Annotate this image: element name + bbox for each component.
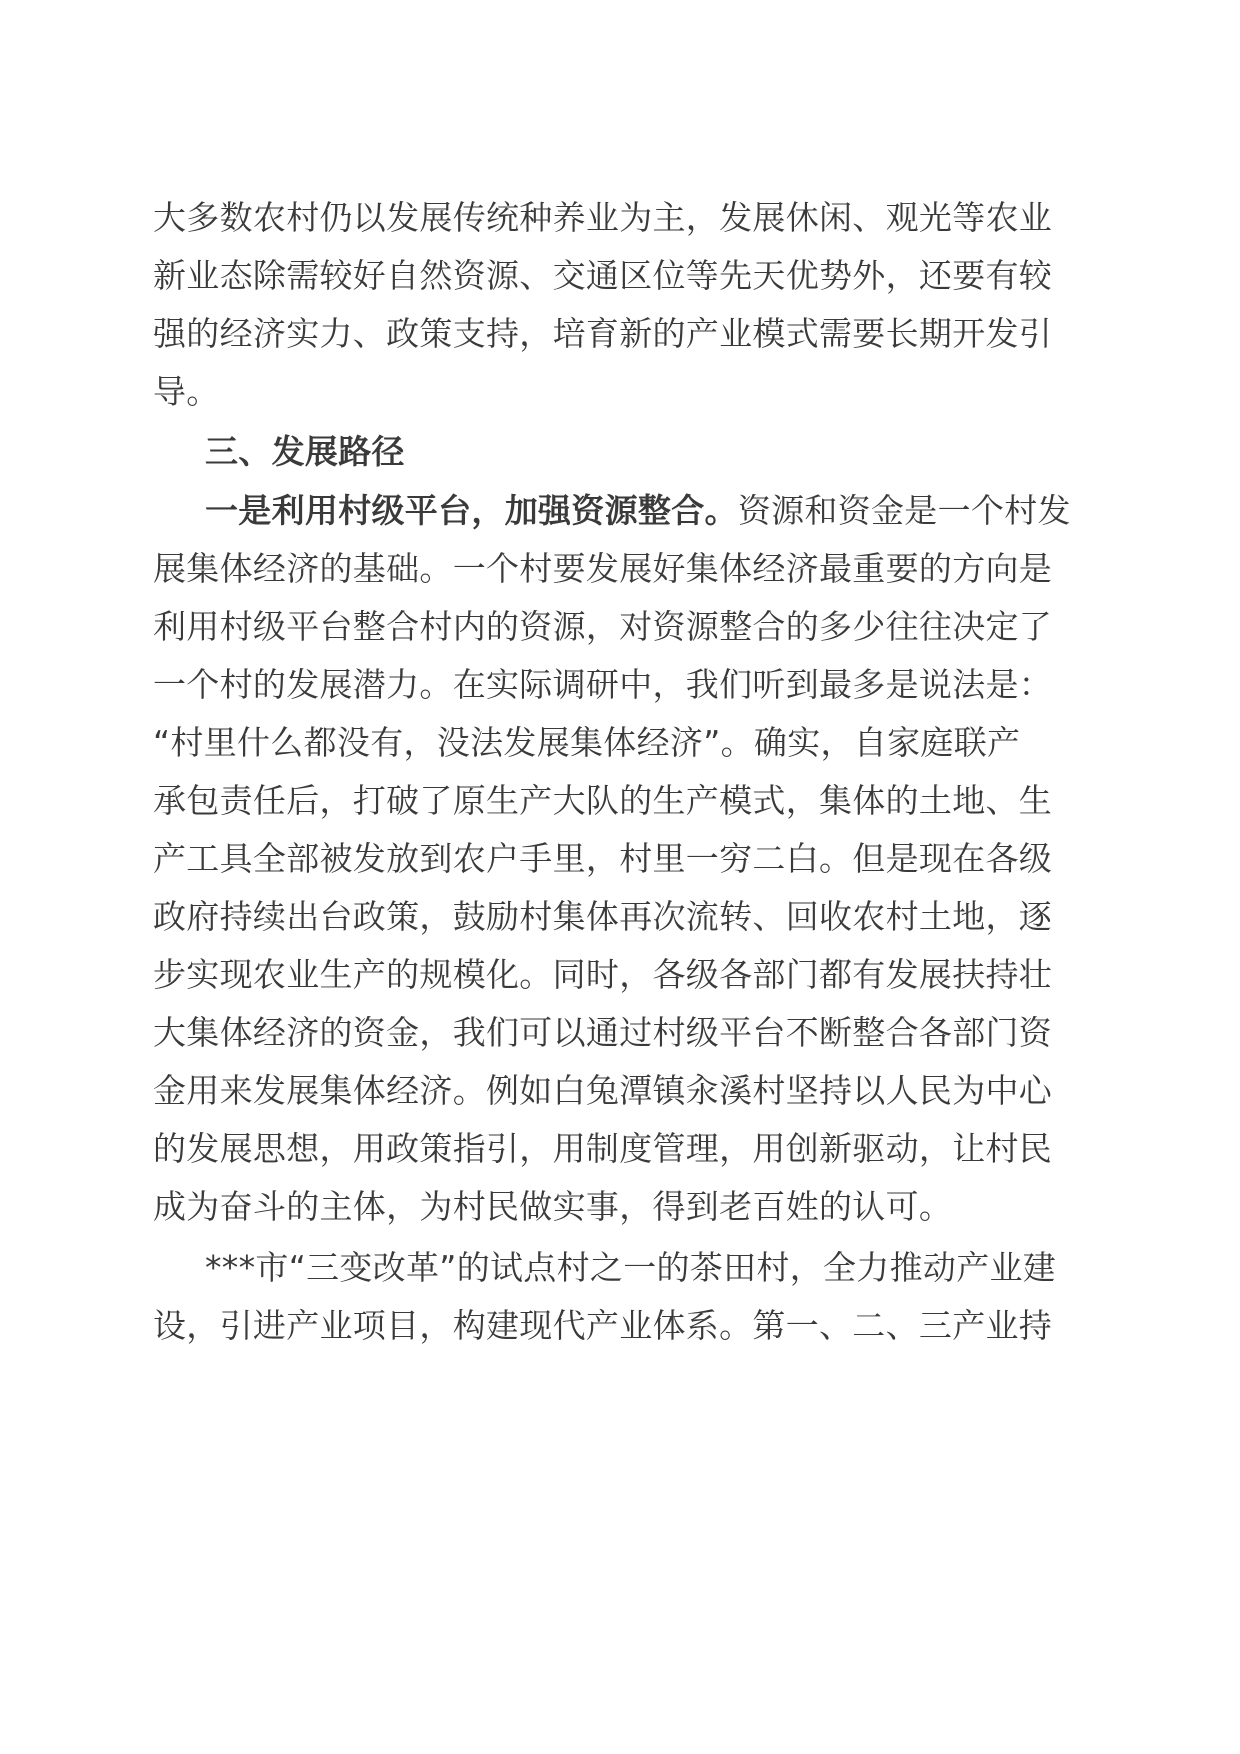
paragraph-line: 的发展思想，用政策指引，用制度管理，用创新驱动，让村民 <box>153 1129 1053 1168</box>
paragraph-lead-rest: 资源和资金是一个村发 <box>737 491 1071 530</box>
paragraph-line: 展集体经济的基础。一个村要发展好集体经济最重要的方向是 <box>153 549 1053 588</box>
paragraph-first-line <box>205 491 1071 531</box>
paragraph-line: 大集体经济的资金，我们可以通过村级平台不断整合各部门资 <box>153 1013 1053 1052</box>
paragraph-line: 新业态除需较好自然资源、交通区位等先天优势外，还要有较 <box>153 256 1053 295</box>
paragraph-line: “村里什么都没有，没法发展集体经济”。确实，自家庭联产 <box>153 723 1021 762</box>
paragraph-line: 一个村的发展潜力。在实际调研中，我们听到最多是说法是： <box>153 665 1053 704</box>
paragraph-first-line: ***市“三变改革”的试点村之一的茶田村，全力推动产业建 <box>205 1248 1057 1287</box>
paragraph-line: 大多数农村仍以发展传统种养业为主，发展休闲、观光等农业 <box>153 198 1053 237</box>
paragraph-line: 利用村级平台整合村内的资源，对资源整合的多少往往决定了 <box>153 607 1053 646</box>
paragraph-lead-bold: 一是利用村级平台，加强资源整合。 <box>205 491 738 530</box>
paragraph-line: 金用来发展集体经济。例如白兔潭镇汆溪村坚持以人民为中心 <box>153 1071 1053 1110</box>
paragraph-line: 政府持续出台政策，鼓励村集体再次流转、回收农村土地，逐 <box>153 897 1053 936</box>
section-heading: 三、发展路径 <box>205 432 405 471</box>
paragraph-line: 承包责任后，打破了原生产大队的生产模式，集体的土地、生 <box>153 781 1053 820</box>
paragraph-line: 强的经济实力、政策支持，培育新的产业模式需要长期开发引 <box>153 314 1053 353</box>
paragraph-line: 成为奋斗的主体，为村民做实事，得到老百姓的认可。 <box>153 1187 953 1226</box>
paragraph-line: 设，引进产业项目，构建现代产业体系。第一、二、三产业持 <box>153 1306 1053 1345</box>
paragraph-line: 步实现农业生产的规模化。同时，各级各部门都有发展扶持壮 <box>153 955 1053 994</box>
paragraph-line: 产工具全部被发放到农户手里，村里一穷二白。但是现在各级 <box>153 839 1053 878</box>
paragraph-line: 导。 <box>153 372 220 411</box>
